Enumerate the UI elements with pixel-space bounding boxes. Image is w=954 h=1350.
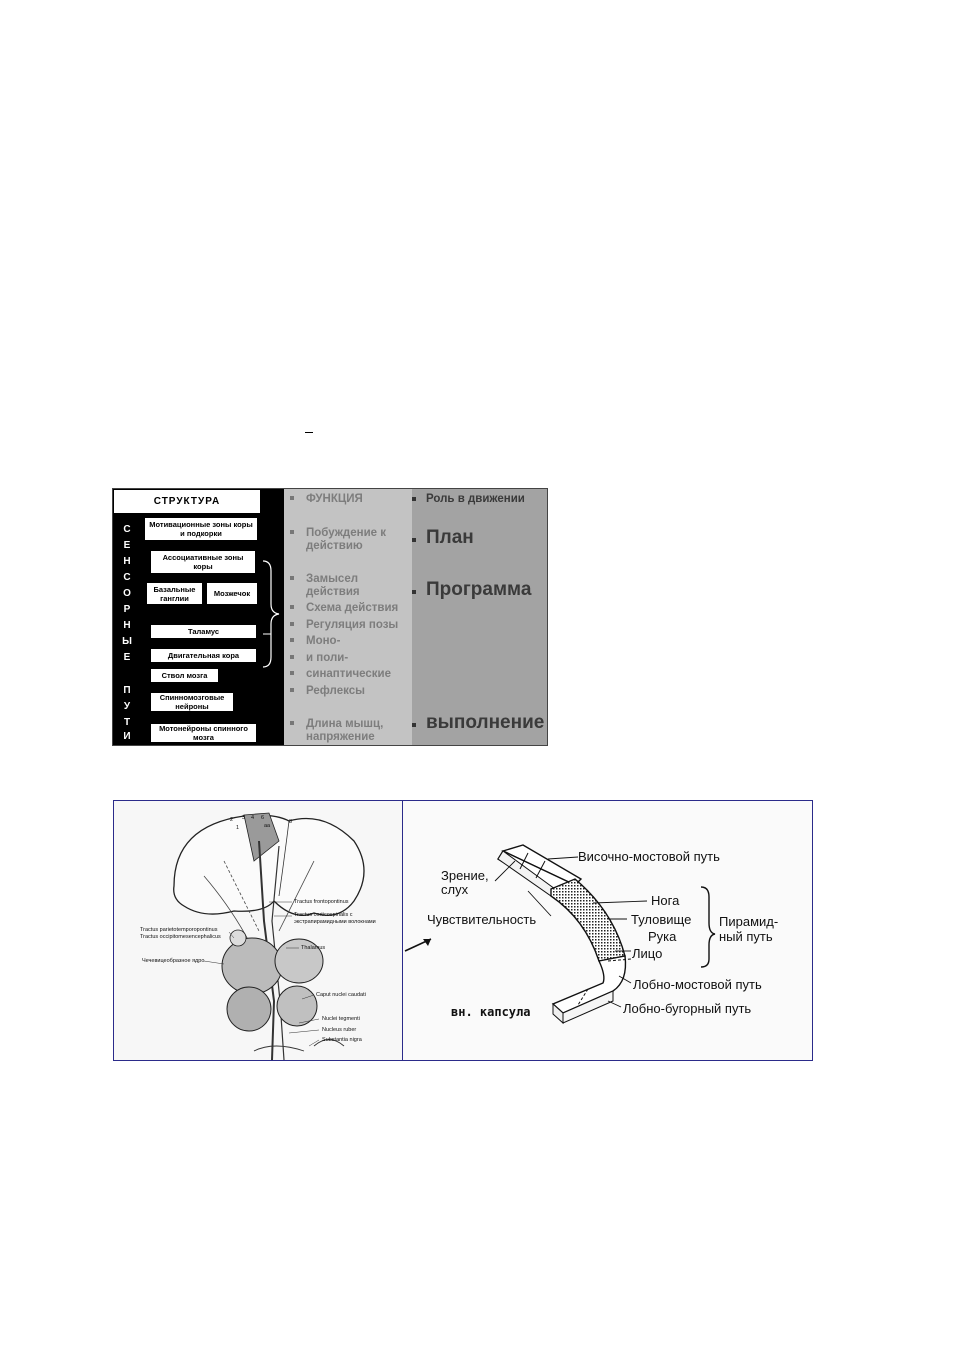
box-cerebellum: Мозжечок — [206, 582, 258, 605]
role-column: Роль в движении План Программа выполнение — [412, 489, 547, 745]
label-caput-nuclei-caudati: Caput nuclei caudati — [316, 992, 366, 998]
label-face: Лицо — [632, 946, 663, 961]
label-fronto-thalamic-tract: Лобно-бугорный путь — [623, 1001, 752, 1016]
function-column: ФУНКЦИЯ Побуждение к действию Замысел действия Схема действия Регуляция позы Моно- и поли- синаптические Рефлексы Длина мышц, напряжение — [284, 489, 412, 745]
sensory-letter: Р — [123, 604, 131, 615]
area-number: 1 — [236, 825, 240, 831]
sensory-letter: С — [123, 572, 131, 583]
internal-capsule-figure — [113, 800, 813, 1061]
label-tractus-frontopontinus: Tractus frontopontinus — [294, 899, 349, 905]
area-number: аа — [264, 823, 271, 829]
label-lentiform-nucleus: Чечевицеобразное ядро — [142, 958, 205, 964]
label-vision-hearing: Зрение, слух — [441, 868, 489, 897]
sensory-letter: Ы — [122, 636, 132, 647]
area-number: 2 — [230, 817, 234, 823]
label-tractus-corticospinalis: Tractus corticospinalis с экстрапирамидными волокнами — [294, 912, 376, 925]
brain-section-panel — [114, 801, 403, 1060]
structure-header: СТРУКТУРА — [113, 489, 261, 514]
area-number: 3 — [242, 815, 246, 821]
box-motivation: Мотивационные зоны коры и подкорки — [144, 517, 258, 541]
area-number: 8 — [289, 819, 293, 825]
box-spinal-neurons: Спинномозговые нейроны — [150, 692, 234, 712]
structure-column — [113, 489, 284, 745]
label-leg: Нога — [651, 893, 680, 908]
sensory-letter: П — [123, 685, 131, 696]
sensory-letter: О — [123, 588, 131, 599]
label-internal-capsule: вн. капсула — [451, 1005, 531, 1019]
sensory-letter: Н — [123, 556, 131, 567]
motor-structure-table — [112, 488, 548, 746]
sensory-letter: Е — [123, 540, 131, 551]
box-associative: Ассоциативные зоны коры — [150, 550, 256, 574]
label-trunk: Туловище — [631, 912, 692, 927]
sensory-letter: Н — [123, 620, 131, 631]
grouping-brace — [261, 559, 283, 669]
area-number: 4 — [251, 815, 255, 821]
label-tractus-parietotemporopontinus: Tractus parietotemporopontinus — [140, 927, 218, 933]
capsule-scheme-panel — [403, 801, 812, 1060]
box-basal-ganglia: Базальные ганглии — [146, 582, 203, 605]
sensory-letter: И — [123, 731, 131, 742]
label-fronto-pontine-tract: Лобно-мостовой путь — [633, 977, 762, 992]
label-pyramidal-tract: Пирамид- ный путь — [719, 914, 779, 944]
box-thalamus: Таламус — [150, 624, 257, 639]
sensory-letter: Е — [123, 652, 131, 663]
label-tractus-occipitomesencephalicus: Tractus occipitomesencephalicus — [140, 934, 221, 940]
label-substantia-nigra: Substantia nigra — [322, 1037, 362, 1043]
sensory-letter: Т — [123, 717, 131, 728]
box-motor-cortex: Двигательная кора — [150, 648, 257, 663]
label-thalamus: Thalamus — [301, 945, 326, 951]
box-brainstem: Ствол мозга — [150, 668, 219, 683]
area-number: 6 — [261, 815, 265, 821]
label-arm: Рука — [648, 929, 677, 944]
sensory-letter: С — [123, 524, 131, 535]
label-nuclei-tegmenti: Nuclei tegmenti — [322, 1016, 360, 1022]
sensory-letter: У — [123, 701, 131, 712]
label-sensitivity: Чувствительность — [427, 912, 537, 927]
box-motoneurons: Мотонейроны спинного мозга — [150, 723, 257, 743]
stray-mark — [305, 432, 313, 433]
label-temporo-pontine-tract: Височно-мостовой путь — [578, 849, 720, 864]
label-nucleus-ruber: Nucleus ruber — [322, 1027, 357, 1033]
